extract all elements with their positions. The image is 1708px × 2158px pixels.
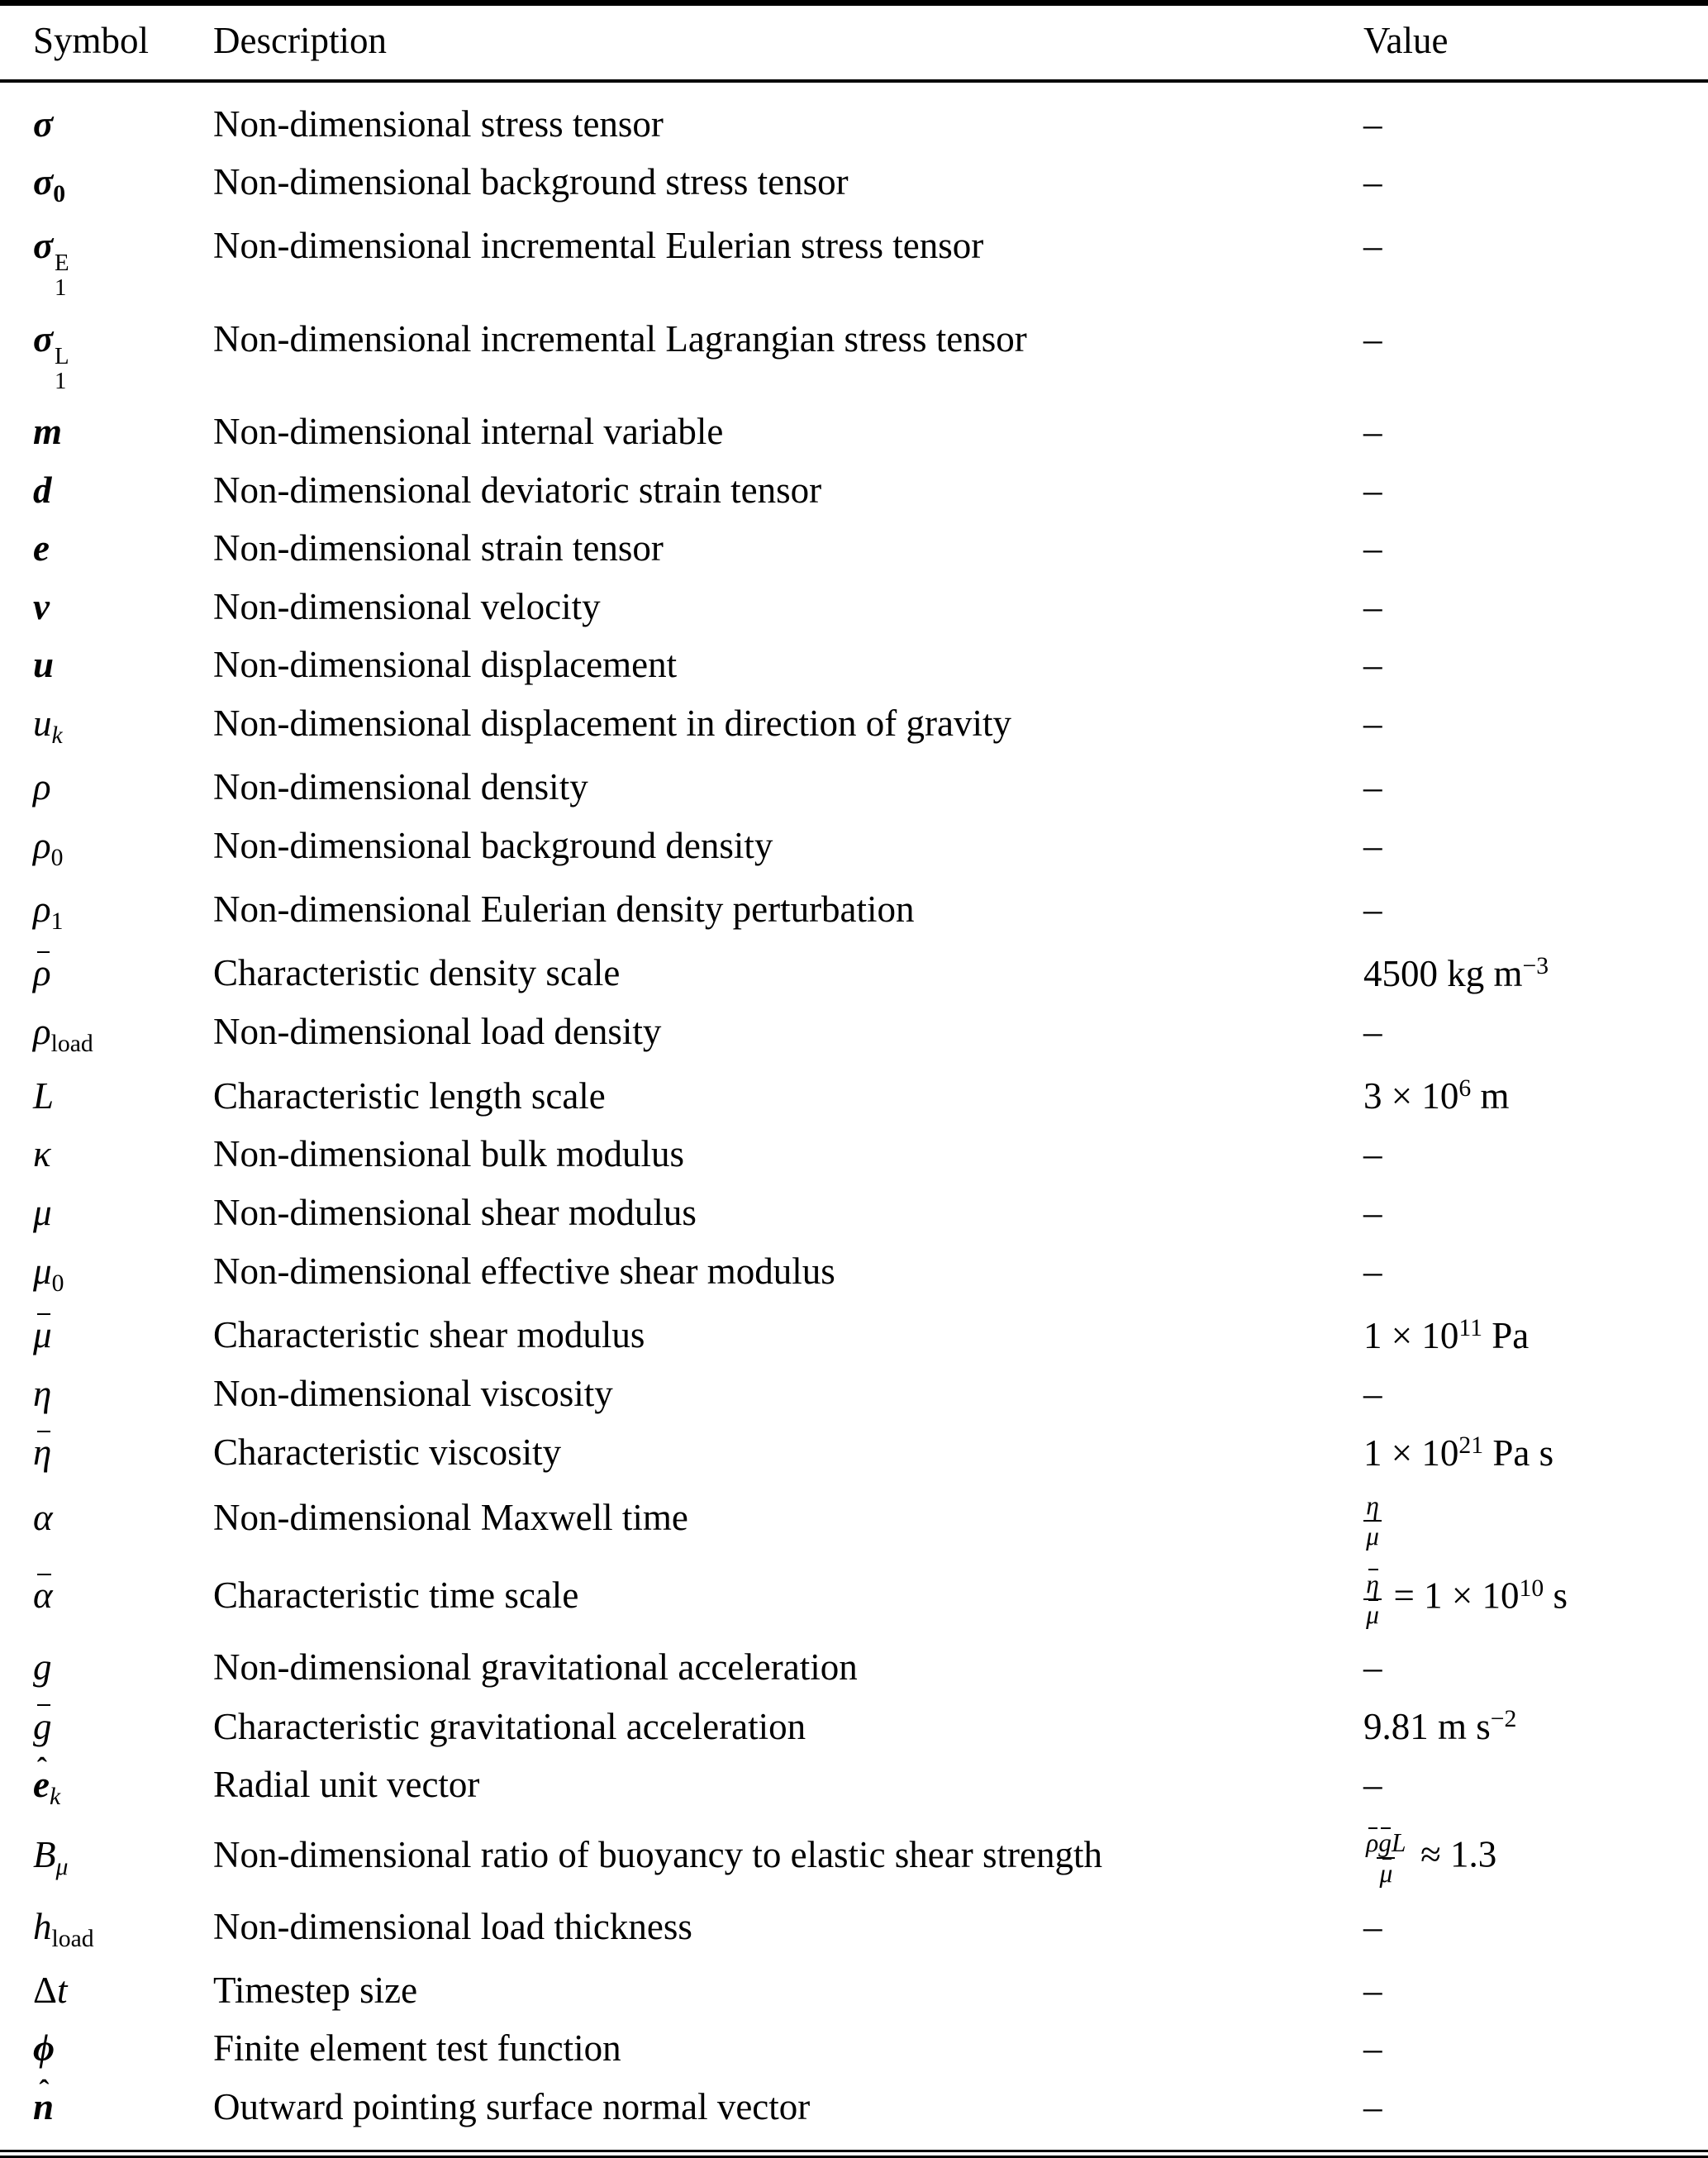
table-row xyxy=(0,944,1708,1003)
table-row xyxy=(0,1003,1708,1066)
table-row xyxy=(0,310,1708,403)
symbol-cell: n ˆ xyxy=(0,2078,213,2155)
description-cell: Finite element test function xyxy=(213,2027,621,2070)
symbol-cell: η xyxy=(33,1432,52,1474)
symbol-cell: $\sigma_0$ xyxy=(33,161,66,208)
description-cell: Non-dimensional velocity xyxy=(213,585,601,627)
description-cell: Non-dimensional incremental Lagrangian stress tensor xyxy=(213,317,1027,360)
symbol-cell: μ xyxy=(33,1314,52,1356)
symbol-cell: α xyxy=(33,1496,53,1538)
symbol-cell: $\mu_0$ xyxy=(33,1250,64,1297)
table-row xyxy=(0,81,1708,154)
value-cell: $\frac{\eta}{\mu}$ = $1 \times 10^{10}$ s xyxy=(1363,1560,1708,1639)
value-cell: – xyxy=(1363,1646,1382,1689)
value-cell: 4500 kg $m^{-3}$ xyxy=(1363,952,1549,994)
value-cell: – xyxy=(1363,411,1382,453)
description-cell: Characteristic density scale xyxy=(213,952,621,994)
value-cell: – xyxy=(1363,102,1382,145)
table-row xyxy=(0,461,1708,520)
value-cell: – xyxy=(1363,1373,1382,1415)
description-cell: Radial unit vector xyxy=(213,1764,480,1806)
table-row xyxy=(0,758,1708,817)
description-cell: Non-dimensional ratio of buoyancy to elastic shear strength xyxy=(213,1833,1102,1875)
value-cell: – xyxy=(1363,1011,1382,1052)
fraction: $\frac{\text{ρgL}}{\mu}$ xyxy=(1366,1828,1406,1889)
table-row xyxy=(0,1482,1708,1560)
value-cell: – xyxy=(1363,161,1382,203)
description-cell: Non-dimensional load density xyxy=(213,1011,662,1052)
symbol-cell: μ xyxy=(33,1192,52,1234)
symbol-cell: e xyxy=(33,527,50,569)
description-cell: Non-dimensional Eulerian density perturbation xyxy=(213,888,915,930)
value-cell: $1 \times 10^{11}$ Pa xyxy=(1363,1314,1530,1356)
table-row xyxy=(0,578,1708,636)
table-row xyxy=(0,694,1708,758)
symbol-cell: d xyxy=(33,469,52,511)
value-cell: – xyxy=(1363,1764,1382,1806)
table-row xyxy=(0,1365,1708,1423)
header-row xyxy=(0,3,1708,81)
table-row xyxy=(0,1242,1708,1306)
symbol-cell: u xyxy=(33,644,55,686)
table-row xyxy=(0,1697,1708,1755)
symbol-cell: σ xyxy=(33,102,54,145)
value-cell: – xyxy=(1363,766,1382,807)
symbol-cell: g xyxy=(33,1646,52,1689)
value-cell: – xyxy=(1363,1969,1382,2011)
description-cell: Non-dimensional displacement xyxy=(213,644,678,686)
table-row xyxy=(0,817,1708,880)
description-cell: Non-dimensional displacement in direction of gravity xyxy=(213,703,1012,745)
sup-sub-stack: L 1 xyxy=(54,342,69,394)
symbol-cell: σ L 1 xyxy=(33,317,69,394)
value-cell: $\frac{\text{ρgL}}{\mu}$ ≈ 1.3 xyxy=(1363,1819,1708,1898)
symbol-cell: L xyxy=(33,1074,55,1117)
value-cell: 9.81 m $s^{-2}$ xyxy=(1363,1705,1517,1747)
table-body xyxy=(0,81,1708,2155)
description-cell: Non-dimensional viscosity xyxy=(213,1373,613,1415)
header-symbol: Symbol xyxy=(0,3,213,81)
table-row xyxy=(0,2019,1708,2078)
description-cell: Non-dimensional background density xyxy=(213,824,773,866)
value-cell: – xyxy=(1363,585,1382,627)
description-cell: Outward pointing surface normal vector xyxy=(213,2085,811,2127)
header-value: Value xyxy=(1363,3,1708,81)
symbol-cell: $B_\mu$ xyxy=(33,1833,69,1880)
symbol-cell: $u_k$ xyxy=(33,703,63,749)
symbol-cell: ϕ xyxy=(33,2027,55,2070)
symbol-cell: σ E 1 xyxy=(33,225,69,302)
value-cell: – xyxy=(1363,225,1382,267)
table-row xyxy=(0,1066,1708,1125)
symbol-cell: v xyxy=(33,585,50,627)
table-row xyxy=(0,153,1708,217)
description-cell: Characteristic time scale xyxy=(213,1574,579,1617)
symbol-cell: $\rho_{load}$ xyxy=(33,1011,93,1057)
fraction: $\frac{\eta}{\mu}$ xyxy=(1363,1491,1382,1551)
description-cell: Non-dimensional internal variable xyxy=(213,411,724,453)
description-cell: Non-dimensional stress tensor xyxy=(213,102,664,145)
value-cell: – xyxy=(1363,703,1382,745)
table-row xyxy=(0,2078,1708,2155)
table-row xyxy=(0,403,1708,461)
value-cell: – xyxy=(1363,1192,1382,1234)
description-cell: Non-dimensional gravitational acceleration xyxy=(213,1646,858,1689)
description-cell: Characteristic length scale xyxy=(213,1074,606,1117)
table-row xyxy=(0,1423,1708,1482)
table-row xyxy=(0,1125,1708,1184)
symbol-cell: κ xyxy=(33,1133,51,1175)
value-cell: – xyxy=(1363,824,1382,866)
table-row xyxy=(0,1819,1708,1898)
table-row xyxy=(0,1638,1708,1697)
description-cell: Non-dimensional incremental Eulerian stress tensor xyxy=(213,225,984,267)
value-cell: – xyxy=(1363,1250,1382,1292)
description-cell: Characteristic gravitational acceleration xyxy=(213,1705,806,1747)
table-row xyxy=(0,519,1708,578)
value-cell: – xyxy=(1363,527,1382,569)
value-cell: – xyxy=(1363,469,1382,511)
description-cell: Non-dimensional effective shear modulus xyxy=(213,1250,835,1292)
table-row xyxy=(0,1306,1708,1365)
symbol-cell: $\rho_0$ xyxy=(33,824,64,871)
description-cell: Non-dimensional density xyxy=(213,766,588,807)
value-cell: – xyxy=(1363,1133,1382,1175)
table-row xyxy=(0,1961,1708,2020)
description-cell: Non-dimensional Maxwell time xyxy=(213,1496,688,1538)
value-cell: – xyxy=(1363,644,1382,686)
table-row xyxy=(0,1560,1708,1639)
symbol-cell: e ˆ$_k$ xyxy=(0,1755,213,1819)
description-cell: Non-dimensional bulk modulus xyxy=(213,1133,684,1175)
fraction: $\frac{\eta}{\mu}$ xyxy=(1363,1570,1382,1630)
table-row xyxy=(0,1184,1708,1242)
description-cell: Characteristic shear modulus xyxy=(213,1314,645,1356)
symbol-cell: g xyxy=(33,1705,52,1747)
description-cell: Characteristic viscosity xyxy=(213,1432,562,1474)
table-row xyxy=(0,1898,1708,1961)
description-cell: Non-dimensional strain tensor xyxy=(213,527,664,569)
description-cell: Non-dimensional load thickness xyxy=(213,1905,692,1947)
table-row xyxy=(0,880,1708,944)
value-cell: – xyxy=(1363,1905,1382,1947)
value-cell: $3 \times 10^6$ m xyxy=(1363,1074,1510,1117)
table-row xyxy=(0,217,1708,309)
value-cell: – xyxy=(1363,317,1382,360)
table-row xyxy=(0,636,1708,694)
description-cell: Non-dimensional deviatoric strain tensor xyxy=(213,469,822,511)
symbol-cell: ρ xyxy=(33,766,51,807)
value-cell xyxy=(1363,1482,1708,1560)
description-cell: Non-dimensional shear modulus xyxy=(213,1192,697,1234)
value-cell: – xyxy=(1363,888,1382,930)
value-cell: $1 \times 10^{21}$ Pa s xyxy=(1363,1432,1554,1474)
symbol-cell: Δt xyxy=(33,1969,68,2011)
symbol-cell: α xyxy=(33,1574,53,1617)
value-cell: – xyxy=(1363,2085,1382,2127)
description-cell: Timestep size xyxy=(213,1969,418,2011)
value-cell: – xyxy=(1363,2027,1382,2070)
description-cell: Non-dimensional background stress tensor xyxy=(213,161,849,203)
symbol-cell: η xyxy=(33,1373,52,1415)
header-description: Description xyxy=(213,3,1363,81)
symbol-cell: ρ xyxy=(33,952,51,994)
symbol-cell: m xyxy=(33,411,63,453)
symbol-cell: $\rho_1$ xyxy=(33,888,64,935)
table-row xyxy=(0,1755,1708,1819)
symbol-cell: $h_{load}$ xyxy=(33,1905,94,1952)
sup-sub-stack: E 1 xyxy=(54,250,69,302)
